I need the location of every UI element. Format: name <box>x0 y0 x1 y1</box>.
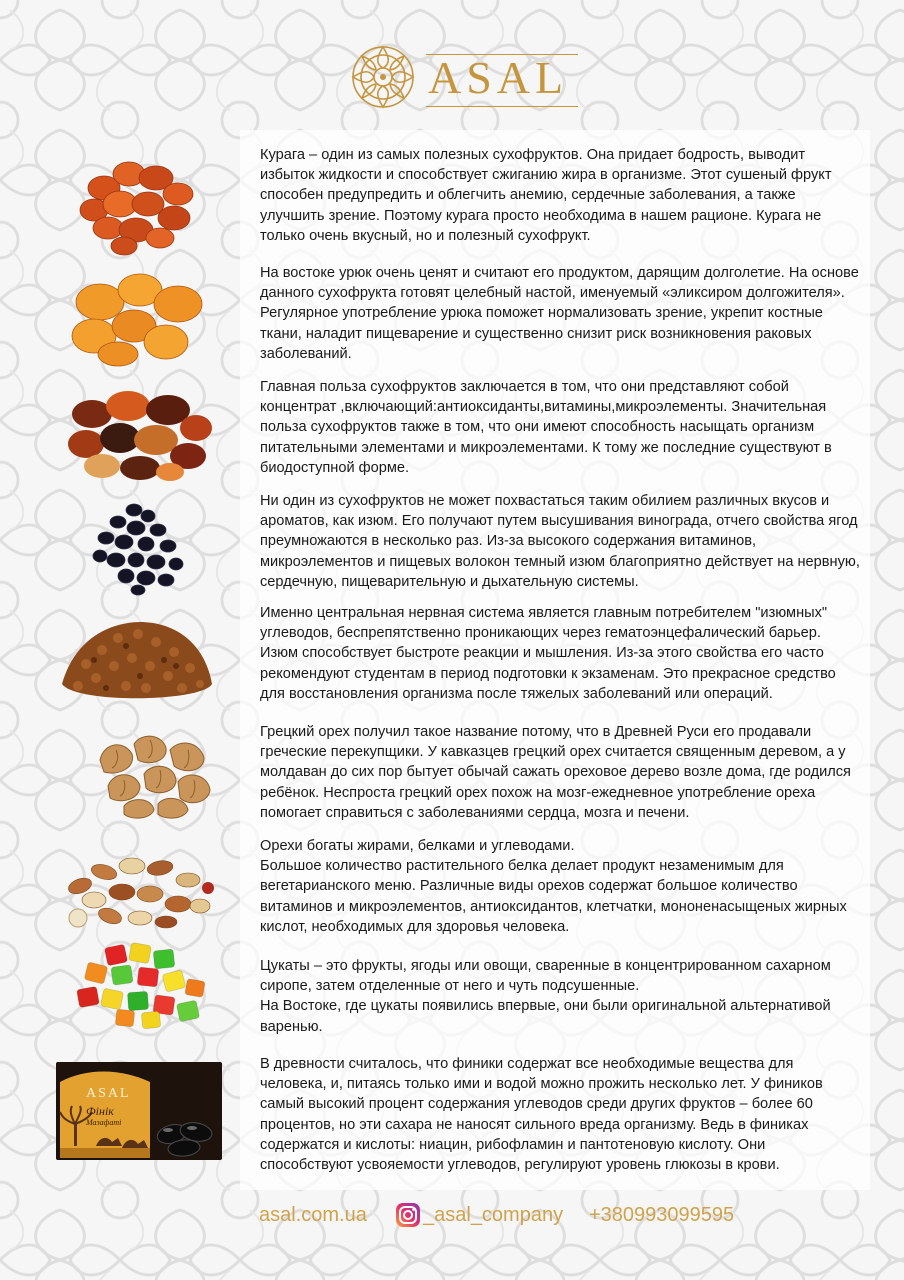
package-label: Фінік <box>86 1104 114 1118</box>
section-dried-fruits-text <box>260 377 860 478</box>
mixed-nuts-image <box>58 846 214 930</box>
brand-name: ASAL <box>428 52 569 103</box>
section-nuts-text <box>260 836 860 937</box>
paragraph: Ни один из сухофруктов не может похвастаться таким обилием различных вкусов и ароматов, как изюм. Его получают путем высушивания винограда, отчего свойства ягод преумножаются в несколько раз. Из-за высокого содержания витаминов, микроэлементов и пищевых волокон темный изюм благоприятно действует на нервную, сердечную, пищеварительную и дыхательную системы. <box>260 493 860 590</box>
section-dates-text <box>260 1054 860 1175</box>
paragraph: Именно центральная нервная система является главным потребителем "изюмных" углеводов, беспрепятственно проникающих через гематоэнцефалический барьер. Изюм способствует быстроте реакции и мышления. Из-за этого свойства его часто рекомендуют студентам в период подготовки к экзаменам. Это прекрасное средство для восстановления организма после тяжелых заболеваний или операций. <box>260 605 836 702</box>
package-graphic <box>56 1062 222 1160</box>
candied-fruits-image <box>66 940 214 1032</box>
brand-logo <box>350 44 580 110</box>
website-link[interactable]: asal.com.ua <box>259 1204 367 1226</box>
section-golden-raisins-text <box>260 603 860 704</box>
paragraph: Главная польза сухофруктов заключается в том, что они представляют собой концентрат ,включающий:антиоксиданты,витамины,микроэлементы. Значительная польза сухофруктов также в том, что они имеют способность насыщать организм питательными элементами и микроэлементами. К тому же последние существуют в биодоступной форме. <box>260 379 832 476</box>
section-kuraga-text <box>260 145 860 246</box>
instagram-handle[interactable]: _asal_company <box>423 1204 564 1226</box>
section-candied-fruits-text <box>260 956 860 1037</box>
instagram-icon[interactable] <box>395 1202 421 1228</box>
dark-raisins-image <box>88 498 188 596</box>
golden-raisins-image <box>56 614 216 706</box>
phone-number[interactable]: +380993099595 <box>589 1204 735 1226</box>
paragraph: Цукаты – это фрукты, ягоды или овощи, сваренные в концентрированном сахарном сиропе, затем отделенные от него и чуть подсушенные. <box>260 958 831 995</box>
logo-bottom-line <box>426 106 578 107</box>
paragraph: Большое количество растительного белка делает продукт незаменимым для вегетарианского меню. Различные виды орехов содержат большое количество витаминов и микроэлементов, антиоксидантов, клетчатки, мононенасыщеных жирных кислот, необходимых для здоровья человека. <box>260 858 847 935</box>
paragraph: На востоке урюк очень ценят и считают его продуктом, дарящим долголетие. На основе данного сухофрукта готовят целебный настой, именуемый «эликсиром долгожителя». Регулярное употребление урюка поможет нормализовать зрение, укрепит костные ткани, наладит пищеварение и существенно снизит риск возникновения раковых заболеваний. <box>260 265 859 362</box>
dates-package-image <box>56 1062 222 1160</box>
package-brand: ASAL <box>86 1086 131 1101</box>
section-uryuk-text <box>260 263 860 364</box>
walnuts-image <box>90 730 218 820</box>
section-dark-raisins-text <box>260 491 860 592</box>
paragraph: Курага – один из самых полезных сухофруктов. Она придает бодрость, выводит избыток жидкости и способствует сжиганию жира в организме. Этот сушеный фрукт способен предупредить и облегчить анемию, сердечные заболевания, а также улучшить зрение. Поэтому курага просто необходима в нашем рационе. Курага не только очень вкусный, но и полезный сухофрукт. <box>260 147 832 244</box>
paragraph: В древности считалось, что финики содержат все необходимые вещества для человека, и, питаясь только ими и водой можно прожить несколько лет. У фиников самый высокий процент содержания углеводов среди других фруктов – более 60 процентов, но эти сахара не наносят сильного вреда организму. Ведь в финиках содержатся и кислоты: ниацин, рибофламин и пантотеновую кислоту. Они способствуют усвояемости углеводов, регулируют уровень глюкозы в крови. <box>260 1056 823 1174</box>
mandala-icon <box>350 44 416 110</box>
dried-apricots-uryuk-image <box>66 268 208 368</box>
section-walnuts-text <box>260 722 860 823</box>
paragraph: Орехи богаты жирами, белками и углеводами. <box>260 838 575 854</box>
mixed-dried-fruits-image <box>64 384 214 482</box>
paragraph: Грецкий орех получил такое название потому, что в Древней Руси его продавали греческие перекупщики. У кавказцев грецкий орех считается священным деревом, а у молдаван до сих пор бытует обычай сажать ореховое дерево возле дома, где родился ребёнок. Неспроста грецкий орех похож на мозг-ежедневное употребление ореха помогает справиться с заболеваниями сердца, мозга и печени. <box>260 724 851 821</box>
paragraph: На Востоке, где цукаты появились впервые, они были оригинальной альтернативой варенью. <box>260 998 831 1035</box>
dried-apricots-kuraga-image <box>74 152 200 256</box>
package-sublabel: Мазафаті <box>86 1118 122 1127</box>
